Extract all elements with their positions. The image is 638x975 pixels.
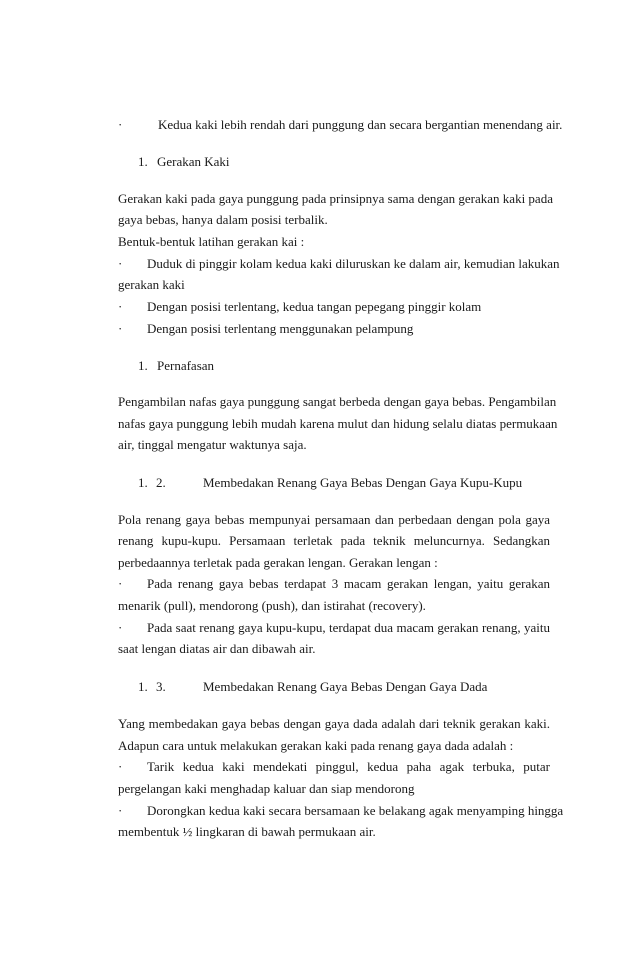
section-number: 1. [138, 358, 148, 373]
section-subnumber: 3. [156, 679, 166, 694]
paragraph-line: Pola renang gaya bebas mempunyai persamaan dan perbedaan dengan pola gaya [118, 512, 550, 527]
section-number: 1. [138, 154, 148, 169]
bullet-line: Tarik kedua kaki mendekati pinggul, kedua paha agak terbuka, putar [147, 759, 550, 774]
bullet-line: Dengan posisi terlentang menggunakan pelampung [147, 321, 414, 336]
section-number: 1. [138, 679, 148, 694]
section-subnumber: 2. [156, 475, 166, 490]
bullet-line: Duduk di pinggir kolam kedua kaki diluruskan ke dalam air, kemudian lakukan [147, 256, 560, 271]
list-intro: Bentuk-bentuk latihan gerakan kai : [118, 234, 305, 249]
bullet-marker: · [118, 620, 123, 635]
paragraph-line: nafas gaya punggung lebih mudah karena mulut dan hidung selalu diatas permukaan [118, 416, 558, 431]
bullet-marker: · [118, 759, 123, 774]
bullet-line: Pada saat renang gaya kupu-kupu, terdapat dua macam gerakan renang, yaitu [147, 620, 550, 635]
bullet-marker: · [118, 321, 123, 336]
paragraph-line: Gerakan kaki pada gaya punggung pada prinsipnya sama dengan gerakan kaki pada [118, 191, 553, 206]
paragraph-line: Adapun cara untuk melakukan gerakan kaki pada renang gaya dada adalah : [118, 738, 514, 753]
section-heading: Pernafasan [157, 358, 215, 373]
bullet-marker: · [118, 576, 123, 591]
paragraph-line: perbedaannya terletak pada gerakan lengan. Gerakan lengan : [118, 555, 438, 570]
bullet-marker: · [118, 117, 123, 132]
paragraph-line: air, tinggal mengatur waktunya saja. [118, 437, 307, 452]
paragraph-line: Yang membedakan gaya bebas dengan gaya dada adalah dari teknik gerakan kaki. [118, 716, 550, 731]
paragraph-line: gaya bebas, hanya dalam posisi terbalik. [118, 212, 328, 227]
bullet-line: membentuk ½ lingkaran di bawah permukaan air. [118, 824, 376, 839]
paragraph-line: renang kupu-kupu. Persamaan terletak pada teknik meluncurnya. Sedangkan [118, 533, 550, 548]
bullet-line: menarik (pull), mendorong (push), dan istirahat (recovery). [118, 598, 426, 613]
section-heading: Membedakan Renang Gaya Bebas Dengan Gaya Kupu-Kupu [203, 475, 523, 490]
bullet-line: Pada renang gaya bebas terdapat 3 macam gerakan lengan, yaitu gerakan [147, 576, 550, 591]
bullet-line: pergelangan kaki menghadap kaluar dan siap mendorong [118, 781, 415, 796]
bullet-marker: · [118, 256, 123, 271]
section-number: 1. [138, 475, 148, 490]
bullet-marker: · [118, 299, 123, 314]
paragraph-line: Pengambilan nafas gaya punggung sangat berbeda dengan gaya bebas. Pengambilan [118, 394, 557, 409]
top-bullet-text: Kedua kaki lebih rendah dari punggung dan secara bergantian menendang air. [158, 117, 563, 132]
bullet-marker: · [118, 803, 123, 818]
bullet-line: gerakan kaki [118, 277, 185, 292]
section-heading: Membedakan Renang Gaya Bebas Dengan Gaya Dada [203, 679, 488, 694]
bullet-line: Dorongkan kedua kaki secara bersamaan ke belakang agak menyamping hingga [147, 803, 564, 818]
section-heading: Gerakan Kaki [157, 154, 230, 169]
bullet-line: Dengan posisi terlentang, kedua tangan pepegang pinggir kolam [147, 299, 482, 314]
bullet-line: saat lengan diatas air dan dibawah air. [118, 641, 316, 656]
